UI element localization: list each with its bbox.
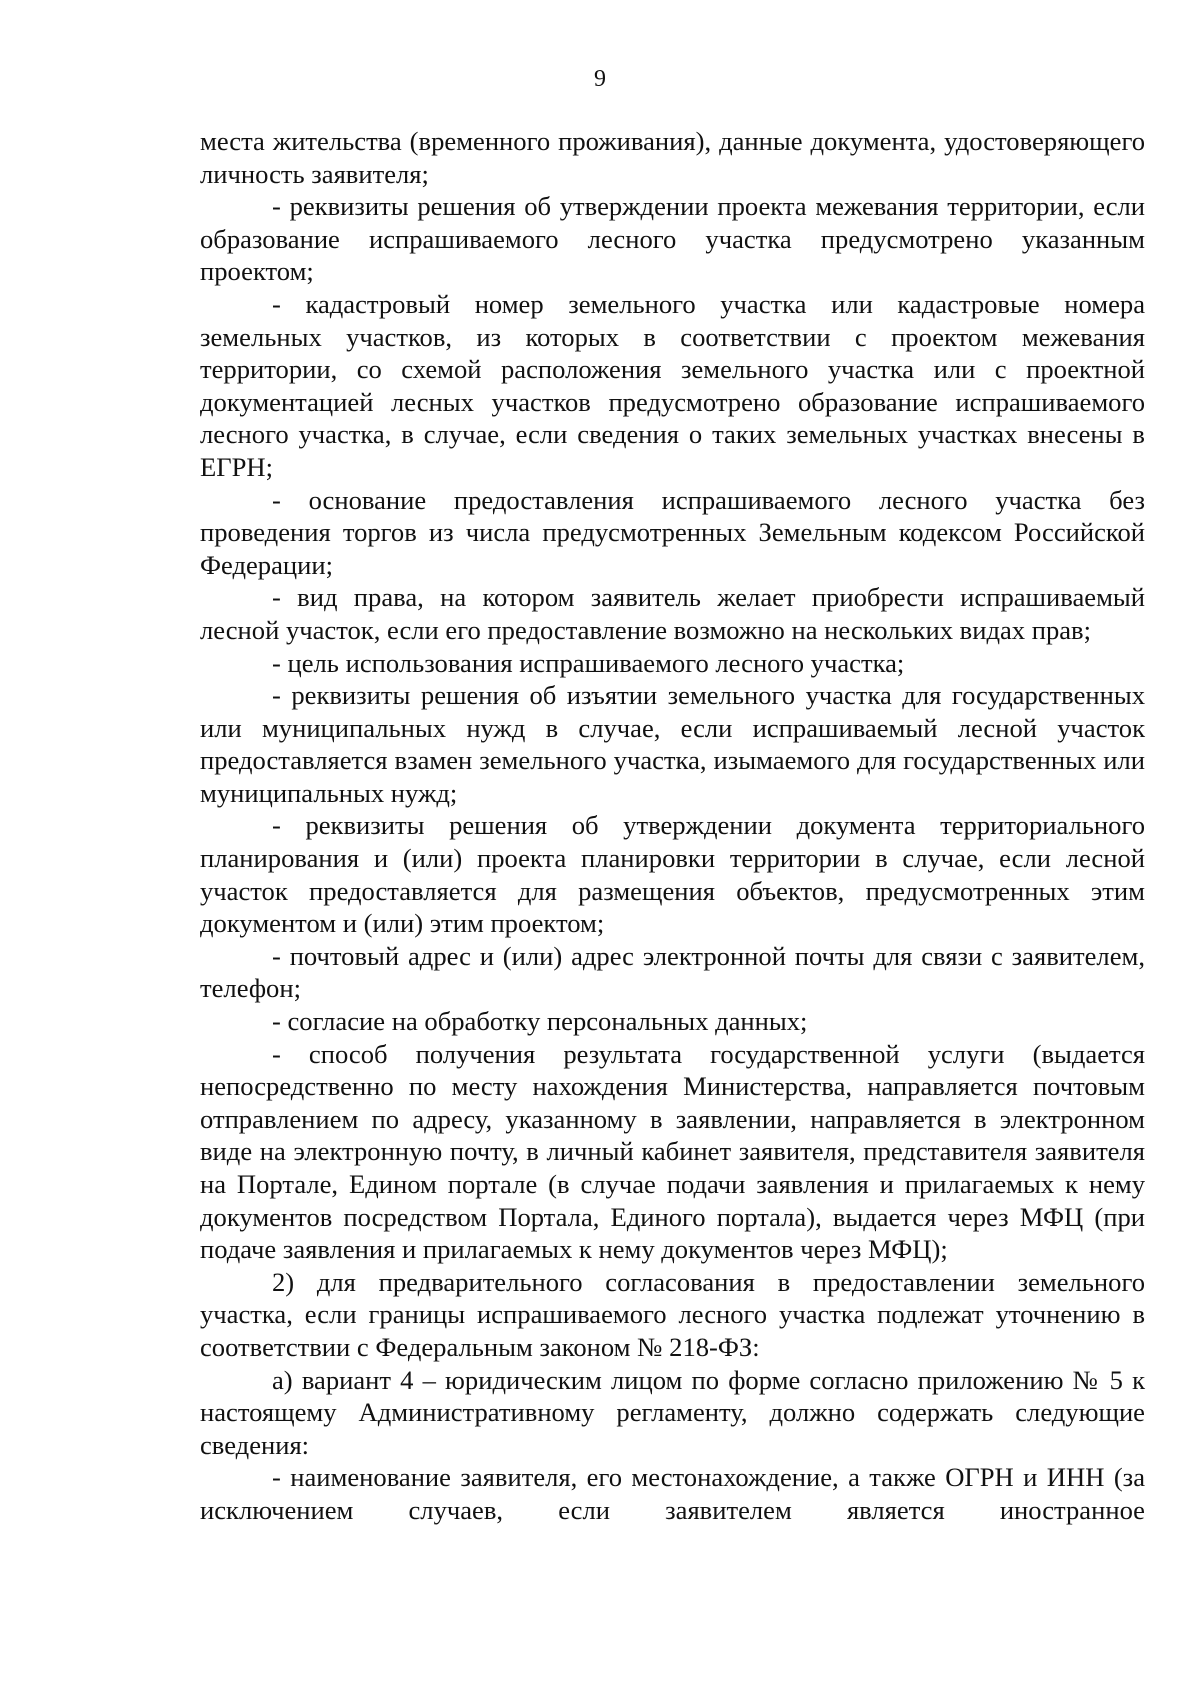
paragraph: - реквизиты решения об утверждении проекта межевания территории, если образование испрашиваемого лесного участка предусмотрено указанным проектом; (200, 191, 1145, 287)
paragraph: - наименование заявителя, его местонахождение, а также ОГРН и ИНН (за исключением случаев, если заявителем является иностранное (200, 1462, 1145, 1525)
paragraph: - согласие на обработку персональных данных; (272, 1006, 808, 1037)
paragraph: - способ получения результата государственной услуги (выдается непосредственно по месту нахождения Министерства, направляется почтовым отправлением по адресу, указанному в заявлении, направляется в электронном виде на электронную почту, в личный кабинет заявителя, представителя заявителя на Портале, Едином портале (в случае подачи заявления и прилагаемых к нему документов посредством Портала, Единого портала), выдается через МФЦ (при подаче заявления и прилагаемых к нему документов через МФЦ); (200, 1038, 1145, 1265)
paragraph: - реквизиты решения об изъятии земельного участка для государственных или муниципальных нужд в случае, если испрашиваемый лесной участок предоставляется взамен земельного участка, изымаемого для государственных или муниципальных нужд; (200, 680, 1145, 808)
paragraph: места жительства (временного проживания), данные документа, удостоверяющего личность заявителя; (200, 126, 1145, 189)
page-number: 9 (594, 66, 606, 92)
paragraph: а) вариант 4 – юридическим лицом по форме согласно приложению № 5 к настоящему Административному регламенту, должно содержать следующие сведения: (200, 1364, 1145, 1460)
paragraph: - вид права, на котором заявитель желает приобрести испрашиваемый лесной участок, если его предоставление возможно на нескольких видах прав; (200, 582, 1145, 645)
paragraph: - основание предоставления испрашиваемого лесного участка без проведения торгов из числа предусмотренных Земельным кодексом Российской Федерации; (200, 484, 1145, 580)
paragraph: - реквизиты решения об утверждении документа территориального планирования и (или) проекта планировки территории в случае, если лесной участок предоставляется для размещения объектов, предусмотренных этим документом и (или) этим проектом; (200, 810, 1145, 939)
paragraph: 2) для предварительного согласования в предоставлении земельного участка, если границы испрашиваемого лесного участка подлежат уточнению в соответствии с Федеральным законом № 218-ФЗ: (200, 1266, 1145, 1362)
body-text (200, 125, 1145, 1527)
paragraph: - цель использования испрашиваемого лесного участка; (272, 647, 905, 678)
paragraph: - почтовый адрес и (или) адрес электронной почты для связи с заявителем, телефон; (200, 940, 1145, 1004)
paragraph: - кадастровый номер земельного участка или кадастровые номера земельных участков, из которых в соответствии с проектом межевания территории, со схемой расположения земельного участка или с проектной документацией лесных участков предусмотрено образование испрашиваемого лесного участка, в случае, если сведения о таких земельных участках внесены в ЕГРН; (200, 288, 1145, 482)
